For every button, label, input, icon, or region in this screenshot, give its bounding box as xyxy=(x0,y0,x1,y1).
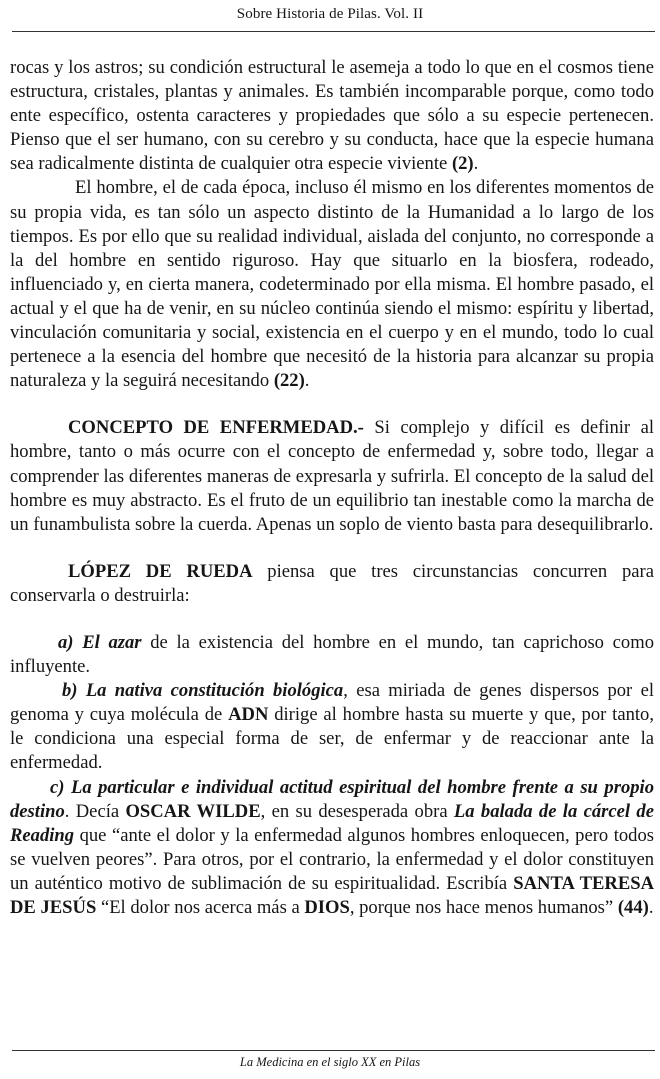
author-name: LÓPEZ DE RUEDA xyxy=(68,560,253,582)
term-adn: ADN xyxy=(228,704,269,726)
paragraph-concepto-enfermedad: CONCEPTO DE ENFERMEDAD.- Si complejo y difícil es definir al hombre, tanto o más ocurre con el concepto de enfermedad y, sobre todo, llegar a comprender las diferentes maneras de expresarla y sufrirla. El concepto de la salud del hombre es muy abstracto. Es el fruto de un equilibrio tan inestable como la marcha de un funambulista sobre la cuerda. Apenas un soplo de viento basta para desequilibrarlo. xyxy=(10,417,654,535)
author-teresa: SANTA TERESA DE JESÚS xyxy=(10,872,654,918)
item-label: b) La nativa constitución biológica xyxy=(62,680,344,702)
work-title: La balada de la cárcel de Reading xyxy=(10,800,654,846)
footer-rule xyxy=(12,1050,655,1051)
running-footer: La Medicina en el siglo XX en Pilas xyxy=(239,1055,421,1069)
list-item-b: b) La nativa constitución biológica, esa miriada de genes dispersos por el genoma y cuya molécula de ADN dirige al hombre hasta su muerte y que, por tanto, le condiciona una especial forma de ser, de enfermar y de reaccionar ante la enfermedad. xyxy=(10,680,654,774)
term-dios: DIOS xyxy=(304,897,350,918)
paragraph-hombre: El hombre, el de cada época, incluso él mismo en los diferentes momentos de su propia vida, es tan sólo un aspecto distinto de la Humanidad a lo largo de los tiempos. Es por ello que su realidad individual, aislada del conjunto, no corresponde a la del hombre en sentido riguroso. Hay que situarlo en la biosfera, rodeado, influenciado y, en cierta manera, codeterminado por ella misma. El hombre pasado, el actual y el que ha de venir, en su núcleo continúa siendo el mismo: espíritu y libertad, vinculación comunitaria y social, existencia en el cuerpo y en el mundo, todo lo cual pertenece a la esencia del hombre que necesitó de la historia para alcanzar su propia naturaleza y la seguirá necesitando (22). xyxy=(10,177,654,392)
page-body xyxy=(10,56,654,920)
citation-ref: (44) xyxy=(617,897,649,918)
item-label: c) La particular e individual actitud espiritual del hombre frente a su propio destino xyxy=(10,776,654,822)
paragraph-continuation: rocas y los astros; su condición estructural le asemeja a todo lo que en el cosmos tiene estructura, cristales, plantas y animales. Es también incomparable porque, como todo ente específico, ostenta caracteres y propiedades que sólo a su especie pertenecen. Pienso que el ser humano, con su cerebro y su conducta, hace que la especie humana sea radicalmente distinta de cualquier otra especie viviente (2). xyxy=(10,57,654,175)
running-header: Sobre Historia de Pilas. Vol. II xyxy=(236,6,424,22)
citation-ref: (22) xyxy=(273,370,305,392)
citation-ref: (2) xyxy=(451,153,474,175)
list-item-c: c) La particular e individual actitud espiritual del hombre frente a su propio destino. Decía OSCAR WILDE, en su desesperada obra La balada de la cárcel de Reading que “ante el dolor y la enfermedad algunos hombres enloquecen, pero todos se vuelven peores”. Para otros, por el contrario, la enfermedad y el dolor constituyen un auténtico motivo de sublimación de su espiritualidad. Escribía SANTA TERESA DE JESÚS “El dolor nos acerca más a DIOS, porque nos hace menos humanos” (44). xyxy=(10,776,654,918)
paragraph-lopez-de-rueda: LÓPEZ DE RUEDA piensa que tres circunstancias concurren para conservarla o destruirla: xyxy=(10,560,654,606)
item-label: a) El azar xyxy=(58,631,142,653)
author-wilde: OSCAR WILDE xyxy=(125,800,261,822)
section-heading: CONCEPTO DE ENFERMEDAD.- xyxy=(68,417,364,439)
header-rule xyxy=(12,31,655,32)
list-item-a: a) El azar de la existencia del hombre en el mundo, tan caprichoso como influyente. xyxy=(10,631,654,678)
